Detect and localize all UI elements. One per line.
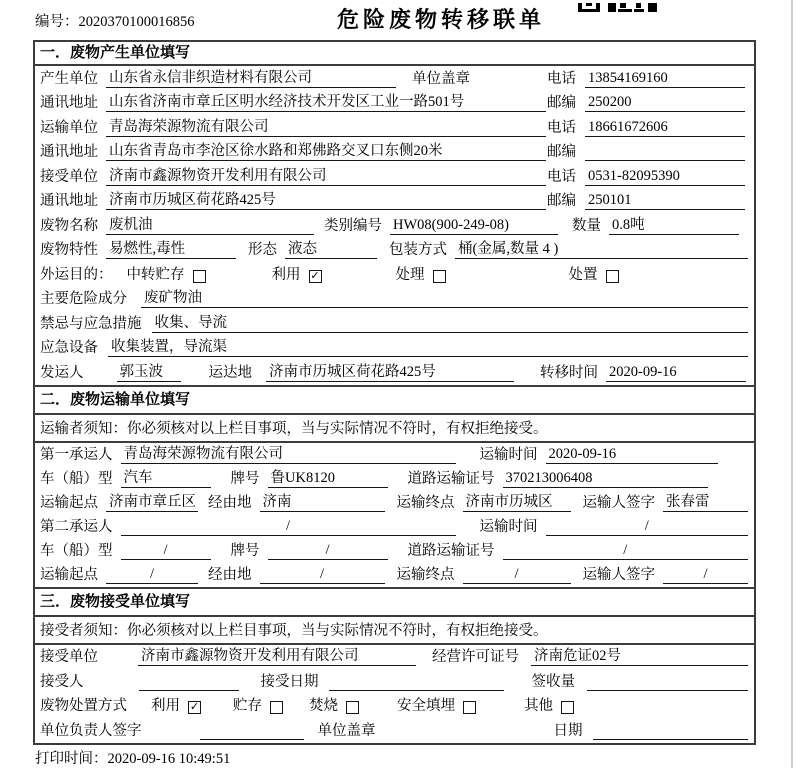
phone-label: 电话 bbox=[547, 70, 576, 87]
transport-time-value: 2020-09-16 bbox=[546, 446, 718, 464]
carrier-sign-value: 张春雷 bbox=[663, 490, 748, 512]
field-label: 单位负责人签字 bbox=[40, 722, 142, 739]
category-code-value: HW08(900-249-08) bbox=[390, 217, 558, 235]
row-first-carrier bbox=[35, 443, 754, 467]
option-label: 贮存 bbox=[233, 698, 262, 714]
postcode-label: 邮编 bbox=[547, 144, 576, 160]
field-label: 废物特性 bbox=[40, 242, 98, 258]
field-label: 通讯地址 bbox=[40, 144, 98, 160]
accept-unit-value: 济南市鑫源物资开发利用有限公司 bbox=[138, 644, 416, 666]
transport-phone-value: 18661672606 bbox=[585, 119, 745, 137]
row-route-2 bbox=[35, 563, 754, 587]
first-carrier-value: 青岛海荣源物流有限公司 bbox=[121, 442, 456, 464]
field-label: 车（船）型 bbox=[40, 470, 113, 487]
receiver-unit-value: 济南市鑫源物资开发利用有限公司 bbox=[106, 164, 546, 186]
transport-time-value: / bbox=[546, 518, 749, 536]
notice-label: 接受者须知： bbox=[40, 623, 127, 639]
postcode-group bbox=[547, 189, 745, 210]
via-label: 经由地 bbox=[208, 494, 252, 511]
option-transfer-storage bbox=[127, 263, 206, 284]
field-label: 产生单位 bbox=[40, 70, 98, 87]
second-carrier-value: / bbox=[121, 518, 456, 536]
quantity-label: 数量 bbox=[572, 217, 601, 234]
form-state-label: 形态 bbox=[248, 242, 277, 258]
checkbox-unchecked-icon bbox=[193, 270, 206, 283]
row-route-1 bbox=[35, 491, 754, 515]
option-label: 焚烧 bbox=[309, 698, 338, 714]
carrier-sign-value: / bbox=[663, 566, 748, 584]
field-label: 外运目的： bbox=[40, 266, 113, 283]
accept-date-value bbox=[329, 674, 504, 691]
option-utilize bbox=[151, 694, 201, 715]
road-permit-value: / bbox=[503, 542, 749, 560]
postcode-group bbox=[547, 91, 745, 112]
generator-address-value: 山东省济南市章丘区明水经济技术开发区工业一路501号 bbox=[106, 90, 546, 112]
page-title: 危险废物转移联单 bbox=[337, 7, 546, 32]
notice-label: 运输者须知： bbox=[40, 421, 127, 437]
notice-text: 你必须核对以上栏目事项，当与实际情况不符时，有权拒绝接受。 bbox=[127, 623, 548, 639]
print-time bbox=[35, 747, 230, 768]
field-label: 接受人 bbox=[40, 673, 84, 690]
row-accept-unit bbox=[35, 645, 754, 670]
option-label: 其他 bbox=[524, 698, 553, 714]
row-shipper bbox=[35, 360, 754, 385]
phone-group bbox=[547, 116, 745, 137]
transfer-time-value: 2020-09-16 bbox=[606, 364, 746, 382]
form-state-value: 液态 bbox=[285, 237, 377, 259]
signed-quantity-value bbox=[587, 674, 748, 691]
option-incinerate bbox=[309, 694, 359, 715]
field-label: 废物名称 bbox=[40, 217, 98, 234]
date-label: 日期 bbox=[553, 722, 583, 739]
category-code-label: 类别编号 bbox=[324, 217, 382, 234]
packing-label: 包装方式 bbox=[389, 242, 447, 258]
carrier-sign-label: 运输人签字 bbox=[582, 566, 655, 583]
row-transport-address bbox=[35, 140, 754, 165]
transport-unit-value: 青岛海荣源物流有限公司 bbox=[106, 115, 546, 137]
main-hazard-value: 废矿物油 bbox=[141, 286, 748, 308]
checkbox-unchecked-icon bbox=[433, 270, 446, 283]
license-value: 济南危证02号 bbox=[531, 644, 748, 666]
option-label: 安全填埋 bbox=[397, 698, 455, 714]
road-permit-value: 370213006408 bbox=[503, 470, 708, 488]
field-label: 通讯地址 bbox=[40, 193, 98, 209]
section2-header: 二．废物运输单位填写 bbox=[35, 385, 754, 415]
unit-seal-label: 单位盖章 bbox=[317, 722, 376, 739]
section1-header: 一．废物产生单位填写 bbox=[35, 42, 754, 66]
via-label: 经由地 bbox=[208, 566, 252, 583]
emergency-equipment-value: 收集装置，导流渠 bbox=[108, 335, 748, 357]
notice-text: 你必须核对以上栏目事项，当与实际情况不符时，有权拒绝接受。 bbox=[127, 421, 548, 437]
via-value: 济南 bbox=[260, 490, 385, 512]
transport-time-label: 运输时间 bbox=[479, 518, 538, 535]
row-emergency-measures bbox=[35, 311, 754, 336]
option-label: 中转贮存 bbox=[126, 266, 185, 283]
via-value: / bbox=[260, 566, 385, 584]
plate-value: / bbox=[268, 542, 388, 560]
row-waste-name bbox=[35, 213, 754, 238]
destination-value: 济南市历城区荷花路425号 bbox=[266, 360, 514, 382]
field-label: 接受单位 bbox=[40, 168, 98, 185]
document-number-label: 编号： bbox=[35, 14, 79, 30]
road-permit-label: 道路运输证号 bbox=[407, 542, 495, 559]
vehicle-type-value: 汽车 bbox=[121, 466, 211, 488]
waste-name-value: 废机油 bbox=[106, 213, 314, 235]
row-receiver-unit bbox=[35, 164, 754, 189]
field-label: 发运人 bbox=[40, 364, 84, 381]
option-label: 处置 bbox=[568, 266, 598, 283]
transport-postcode-value bbox=[585, 144, 745, 161]
row-waste-traits bbox=[35, 238, 754, 263]
accept-date-label: 接受日期 bbox=[260, 673, 319, 690]
plate-label: 牌号 bbox=[230, 542, 260, 559]
phone-group bbox=[547, 165, 745, 186]
route-start-value: / bbox=[106, 566, 198, 584]
transport-address-value: 山东省青岛市李沧区徐水路和郑佛路交叉口东侧20米 bbox=[106, 139, 546, 161]
field-label: 通讯地址 bbox=[40, 95, 98, 111]
option-treat bbox=[396, 263, 446, 284]
license-label: 经营许可证号 bbox=[432, 649, 519, 665]
packing-value: 桶(金属,数量 4 ) bbox=[455, 237, 748, 259]
option-label: 利用 bbox=[271, 266, 301, 283]
row-receiver-address bbox=[35, 189, 754, 214]
postcode-label: 邮编 bbox=[547, 95, 576, 111]
option-label: 处理 bbox=[395, 266, 425, 283]
date-value bbox=[593, 723, 749, 740]
row-second-carrier bbox=[35, 515, 754, 539]
checkbox-checked-icon: ✓ bbox=[310, 268, 320, 282]
option-label: 利用 bbox=[151, 698, 180, 714]
receiver-address-value: 济南市历城区荷花路425号 bbox=[106, 188, 546, 210]
shipper-value: 郭玉波 bbox=[117, 360, 181, 382]
transfer-time-label: 转移时间 bbox=[540, 364, 598, 381]
field-label: 应急设备 bbox=[40, 340, 98, 356]
row-transport-unit bbox=[35, 115, 754, 140]
row-acceptor bbox=[35, 669, 754, 694]
document-number bbox=[35, 10, 195, 31]
route-start-value: 济南市章丘区 bbox=[106, 490, 198, 512]
receiver-postcode-value: 250101 bbox=[585, 192, 745, 210]
transport-time-label: 运输时间 bbox=[479, 446, 538, 463]
route-end-label: 运输终点 bbox=[396, 494, 455, 511]
row-emergency-equipment bbox=[35, 336, 754, 361]
generator-unit-value: 山东省永信非织造材料有限公司 bbox=[106, 66, 396, 88]
row-responsible-signature bbox=[35, 718, 754, 743]
generator-postcode-value: 250200 bbox=[585, 94, 745, 112]
checkbox-unchecked-icon bbox=[346, 701, 359, 714]
route-end-value: / bbox=[463, 566, 571, 584]
row-disposal-method bbox=[35, 694, 754, 719]
row-generator-unit bbox=[35, 66, 754, 91]
qr-code-fragment-icon bbox=[578, 0, 658, 17]
carrier-sign-label: 运输人签字 bbox=[582, 494, 655, 511]
field-label: 禁忌与应急措施 bbox=[40, 315, 142, 332]
vehicle-type-value: / bbox=[121, 542, 211, 560]
checkbox-checked-icon: ✓ bbox=[189, 700, 200, 713]
option-utilize bbox=[272, 263, 322, 284]
option-storage bbox=[233, 694, 283, 715]
quantity-value: 0.8吨 bbox=[609, 213, 739, 235]
field-label: 车（船）型 bbox=[40, 542, 113, 559]
section2-notice bbox=[35, 415, 754, 443]
responsible-signature-value bbox=[200, 723, 304, 740]
manifest-form-table bbox=[33, 40, 756, 745]
route-end-value: 济南市历城区 bbox=[463, 490, 571, 512]
field-label: 运输起点 bbox=[40, 494, 98, 511]
field-label: 第二承运人 bbox=[40, 518, 113, 535]
signed-quantity-label: 签收量 bbox=[531, 673, 575, 690]
option-other bbox=[524, 694, 574, 715]
phone-label: 电话 bbox=[547, 119, 576, 136]
unit-seal-label: 单位盖章 bbox=[412, 70, 470, 87]
field-label: 运输起点 bbox=[40, 566, 98, 583]
postcode-label: 邮编 bbox=[547, 193, 576, 209]
row-vehicle-type-2 bbox=[35, 539, 754, 563]
phone-group bbox=[547, 67, 745, 88]
option-landfill bbox=[397, 694, 476, 715]
field-label: 废物处置方式 bbox=[40, 698, 127, 714]
print-time-value: 2020-09-16 10:49:51 bbox=[107, 751, 231, 767]
page-edge-line bbox=[791, 0, 793, 768]
field-label: 第一承运人 bbox=[40, 446, 113, 463]
row-outbound-purpose bbox=[35, 262, 754, 287]
row-vehicle-type-1 bbox=[35, 467, 754, 491]
section3-header: 三．废物接受单位填写 bbox=[35, 587, 754, 617]
checkbox-unchecked-icon bbox=[270, 701, 283, 714]
plate-value: 鲁UK8120 bbox=[268, 466, 388, 488]
generator-phone-value: 13854169160 bbox=[585, 70, 745, 88]
checkbox-unchecked-icon bbox=[606, 270, 619, 283]
emergency-measures-value: 收集、导流 bbox=[152, 311, 749, 333]
waste-traits-value: 易燃性,毒性 bbox=[106, 237, 236, 259]
plate-label: 牌号 bbox=[230, 470, 260, 487]
row-main-hazard bbox=[35, 287, 754, 312]
checkbox-unchecked-icon bbox=[561, 701, 574, 714]
field-label: 运输单位 bbox=[40, 119, 98, 136]
road-permit-label: 道路运输证号 bbox=[407, 470, 495, 487]
field-label: 接受单位 bbox=[40, 649, 98, 665]
postcode-group bbox=[547, 140, 745, 161]
destination-label: 运达地 bbox=[208, 364, 252, 381]
acceptor-value bbox=[139, 674, 239, 691]
receiver-phone-value: 0531-82095390 bbox=[585, 168, 745, 186]
section3-notice bbox=[35, 617, 754, 645]
option-dispose bbox=[569, 263, 619, 284]
field-label: 主要危险成分 bbox=[40, 291, 127, 307]
print-time-label: 打印时间： bbox=[35, 751, 108, 767]
checkbox-unchecked-icon bbox=[463, 701, 476, 714]
document-number-value: 2020370100016856 bbox=[78, 14, 195, 30]
route-end-label: 运输终点 bbox=[396, 566, 455, 583]
row-generator-address bbox=[35, 91, 754, 116]
phone-label: 电话 bbox=[547, 168, 576, 185]
